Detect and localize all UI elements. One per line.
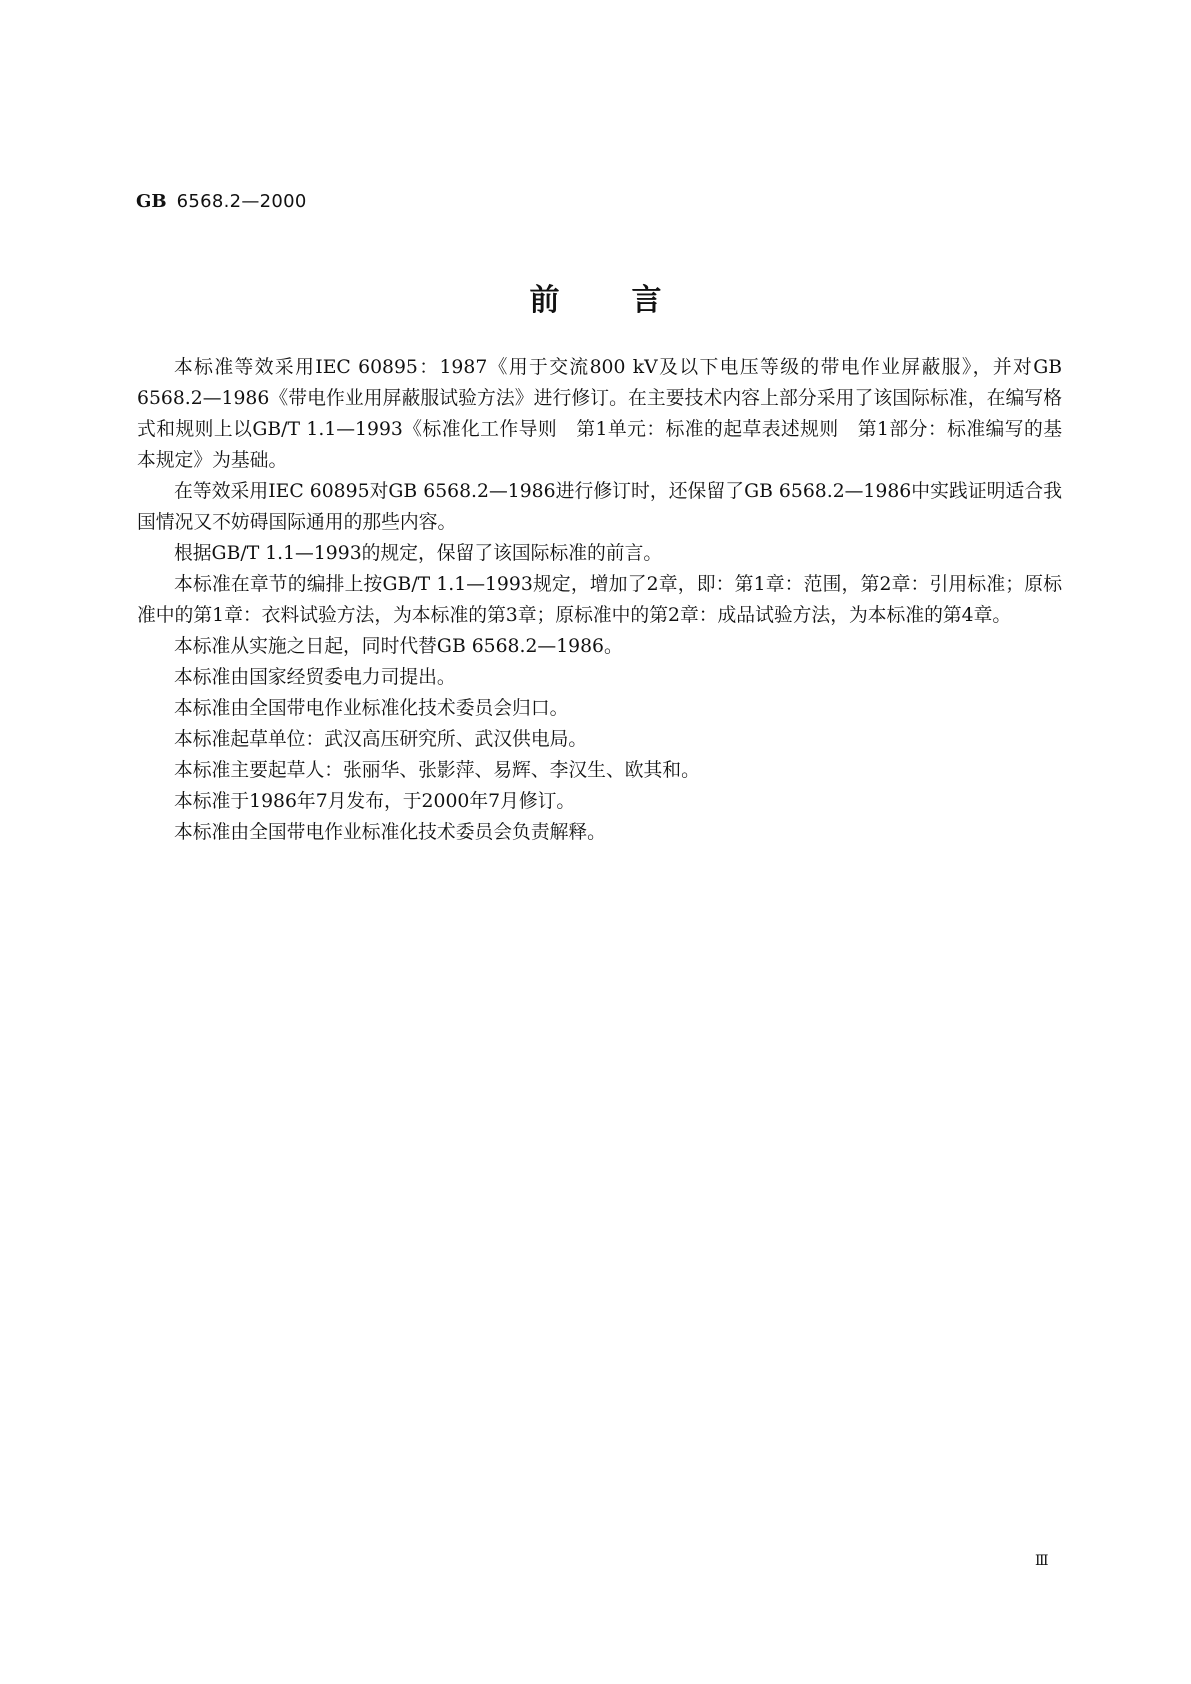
page-number: Ⅲ: [1035, 1553, 1049, 1569]
document-header: [136, 190, 307, 214]
paragraph: 本标准从实施之日起，同时代替GB 6568.2—1986。: [174, 636, 623, 657]
paragraph: 在等效采用IEC 60895对GB 6568.2—1986进行修订时，还保留了GB 6568.2—1986中实践证明适合我国情况又不妨碍国际通用的那些内容。: [137, 481, 1062, 533]
paragraph: 本标准在章节的编排上按GB/T 1.1—1993规定，增加了2章，即：第1章：范围，第2章：引用标准；原标准中的第1章：衣料试验方法，为本标准的第3章；原标准中的第2章：成品试验方法，为本标准的第4章。: [137, 574, 1062, 626]
paragraph: 本标准起草单位：武汉高压研究所、武汉供电局。: [174, 729, 588, 750]
paragraph: 本标准主要起草人：张丽华、张影萍、易辉、李汉生、欧其和。: [174, 760, 700, 781]
paragraph: 本标准由全国带电作业标准化技术委员会负责解释。: [174, 822, 606, 843]
foreword-body: [137, 352, 1062, 848]
page-title: 前言: [529, 283, 734, 318]
standard-number: 6568.2—2000: [176, 191, 307, 212]
paragraph: 本标准等效采用IEC 60895：1987《用于交流800 kV及以下电压等级的带电作业屏蔽服》，并对GB 6568.2—1986《带电作业用屏蔽服试验方法》进行修订。在主要技术内容上部分采用了该国际标准，在编写格式和规则上以GB/T 1.1—1993《标准化工作导则 第1单元：标准的起草表述规则 第1部分：标准编写的基本规定》为基础。: [137, 357, 1062, 471]
paragraph: 根据GB/T 1.1—1993的规定，保留了该国际标准的前言。: [174, 543, 663, 564]
paragraph: 本标准由国家经贸委电力司提出。: [174, 667, 456, 688]
paragraph: 本标准由全国带电作业标准化技术委员会归口。: [174, 698, 569, 719]
standard-prefix: GB: [136, 191, 167, 212]
paragraph: 本标准于1986年7月发布，于2000年7月修订。: [174, 791, 576, 812]
